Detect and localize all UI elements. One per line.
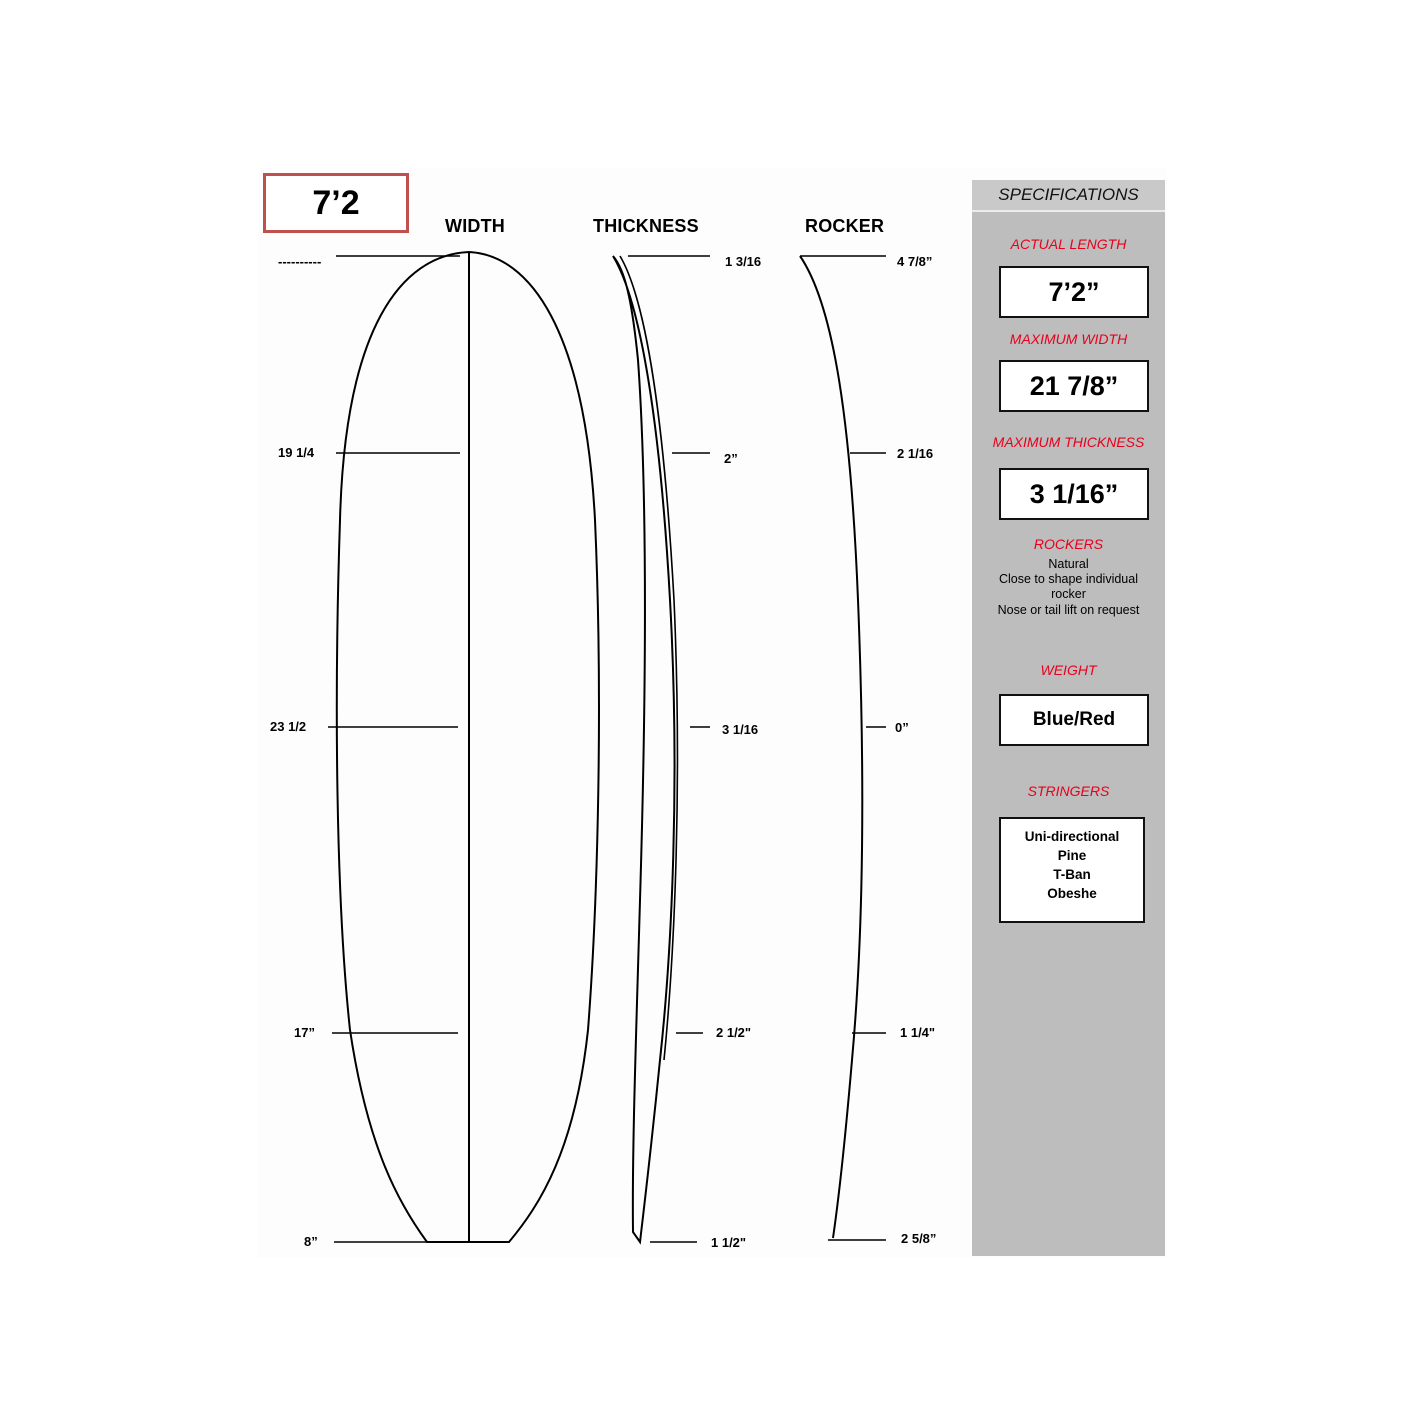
stringer-item: Uni-directional: [1024, 829, 1120, 844]
rocker-heading: ROCKER: [805, 216, 885, 236]
thickness-label-1: 1 3/16: [725, 254, 762, 269]
width-heading: WIDTH: [445, 216, 505, 236]
actual-length-label: ACTUAL LENGTH: [1010, 236, 1127, 252]
specifications-title: SPECIFICATIONS: [972, 180, 1165, 212]
rockers-note-4: Nose or tail lift on request: [997, 603, 1140, 617]
rocker-label-5: 2 5/8”: [901, 1231, 937, 1246]
rocker-label-1: 4 7/8”: [897, 254, 933, 269]
stringers-label: STRINGERS: [1027, 783, 1110, 799]
width-label-3: 17”: [294, 1025, 315, 1040]
thickness-label-4: 2 1/2": [716, 1025, 752, 1040]
weight-value: Blue/Red: [999, 694, 1149, 746]
max-width-value: 21 7/8”: [999, 360, 1149, 412]
width-label-1: 19 1/4: [278, 445, 315, 460]
rockers-note-2: Close to shape individual: [999, 572, 1138, 586]
stringers-box: [999, 817, 1145, 923]
specifications-panel: [972, 180, 1165, 1256]
max-width-label: MAXIMUM WIDTH: [1009, 331, 1128, 347]
rocker-label-3: 0”: [895, 720, 909, 735]
thickness-label-3: 3 1/16: [722, 722, 759, 737]
width-label-2: 23 1/2: [270, 719, 307, 734]
stringer-item: T-Ban: [1053, 867, 1091, 882]
rockers-note-3: rocker: [1051, 587, 1086, 601]
planshape-outline: [337, 252, 599, 1242]
max-thickness-label: MAXIMUM THICKNESS: [992, 434, 1145, 450]
width-label-4: 8”: [304, 1234, 318, 1249]
rockers-label: ROCKERS: [1033, 536, 1104, 552]
thickness-profile: [613, 256, 675, 1242]
max-thickness-value: 3 1/16”: [999, 468, 1149, 520]
thickness-label-2: 2”: [724, 451, 738, 466]
rocker-label-4: 1 1/4": [900, 1025, 936, 1040]
rockers-note-1: Natural: [1048, 557, 1089, 571]
board-size-badge: 7’2: [263, 173, 409, 233]
actual-length-value: 7’2”: [999, 266, 1149, 318]
rocker-profile: [800, 256, 862, 1238]
stringer-item: Obeshe: [1047, 886, 1097, 901]
stringer-item: Pine: [1057, 848, 1087, 863]
rocker-label-2: 2 1/16: [897, 446, 934, 461]
width-label-nose: ----------: [278, 254, 322, 269]
thickness-label-5: 1 1/2": [711, 1235, 747, 1250]
weight-label: WEIGHT: [1040, 662, 1097, 678]
thickness-heading: THICKNESS: [593, 216, 699, 236]
